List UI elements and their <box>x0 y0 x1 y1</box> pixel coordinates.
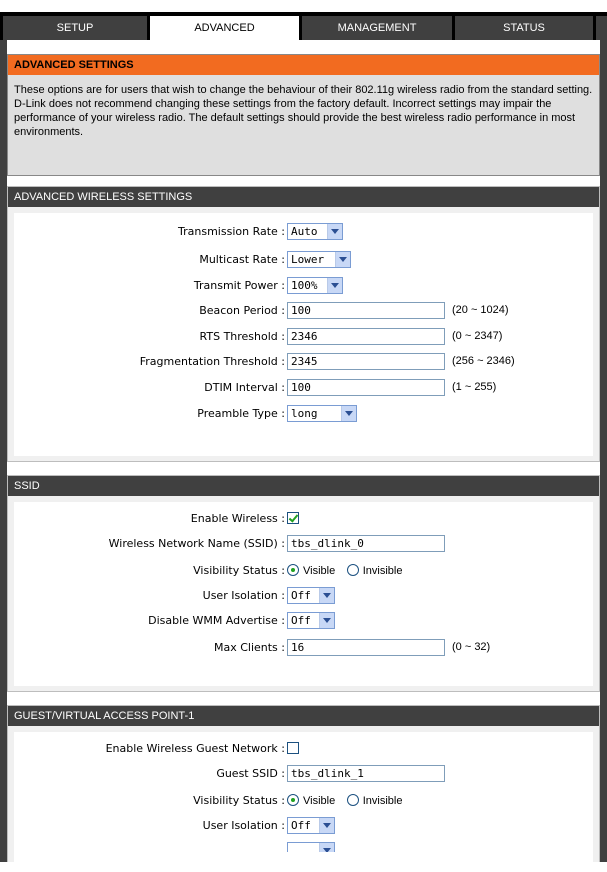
advanced-settings-description: These options are for users that wish to change the behaviour of their 802.11g wireless radio from the standard setting. D-Link does not recommend changing these settings from the factory default. Incorrect settings may impair the performance of your wireless radio. The default settings should provide the best wireless radio performance in most environments. <box>14 84 593 138</box>
user-isolation-label: User Isolation : <box>202 589 285 602</box>
beacon-period-range: (20 ~ 1024) <box>452 304 509 316</box>
guest-user-isolation-select[interactable]: Off <box>287 817 335 834</box>
disable-wmm-label: Disable WMM Advertise : <box>148 614 285 627</box>
dtim-interval-range: (1 ~ 255) <box>452 381 497 393</box>
enable-guest-label: Enable Wireless Guest Network : <box>105 742 285 755</box>
guest-visibility-row <box>14 792 595 812</box>
guest-invisible-radio[interactable] <box>347 794 359 806</box>
chevron-down-icon <box>335 252 350 267</box>
guest-visible-radio-label: Visible <box>303 795 336 807</box>
guest-visibility-label: Visibility Status : <box>193 794 285 807</box>
enable-wireless-checkbox[interactable] <box>287 512 299 524</box>
chevron-down-icon <box>319 613 334 628</box>
chevron-down-icon <box>319 843 334 852</box>
guest-next-select-partial[interactable] <box>287 842 335 852</box>
advanced-wireless-title: ADVANCED WIRELESS SETTINGS <box>8 187 599 207</box>
ssid-title: SSID <box>8 476 599 496</box>
visibility-status-label: Visibility Status : <box>193 564 285 577</box>
rts-threshold-label: RTS Threshold : <box>199 330 285 343</box>
guest-user-isolation-label: User Isolation : <box>202 819 285 832</box>
chevron-down-icon <box>319 588 334 603</box>
disable-wmm-select[interactable]: Off <box>287 612 335 629</box>
transmission-rate-select[interactable]: Auto <box>287 223 343 240</box>
advanced-settings-section <box>7 54 600 176</box>
guest-ap-title: GUEST/VIRTUAL ACCESS POINT-1 <box>8 706 599 726</box>
guest-ap-section <box>7 705 600 862</box>
guest-ap-form <box>14 732 593 872</box>
ssid-name-row <box>14 535 595 555</box>
chevron-down-icon <box>319 818 334 833</box>
max-clients-row <box>14 639 595 659</box>
frag-threshold-range: (256 ~ 2346) <box>452 355 515 367</box>
top-border <box>0 0 607 12</box>
transmit-power-select[interactable]: 100% <box>287 277 343 294</box>
dtim-interval-row <box>14 379 595 399</box>
user-isolation-row <box>14 587 595 607</box>
ssid-name-input[interactable]: tbs_dlink_0 <box>287 535 445 552</box>
rts-threshold-range: (0 ~ 2347) <box>452 330 503 342</box>
frag-threshold-label: Fragmentation Threshold : <box>139 355 285 368</box>
chevron-down-icon <box>327 224 342 239</box>
guest-ssid-label: Guest SSID : <box>216 767 285 780</box>
tab-advanced[interactable]: ADVANCED <box>147 16 299 40</box>
advanced-settings-title: ADVANCED SETTINGS <box>8 55 599 75</box>
ssid-form <box>14 502 593 686</box>
guest-invisible-radio-label: Invisible <box>362 795 403 807</box>
multicast-rate-label: Multicast Rate : <box>199 253 285 266</box>
visible-radio[interactable] <box>287 564 299 576</box>
beacon-period-label: Beacon Period : <box>199 304 285 317</box>
enable-wireless-label: Enable Wireless : <box>190 512 285 525</box>
multicast-rate-select[interactable]: Lower <box>287 251 351 268</box>
preamble-type-label: Preamble Type : <box>197 407 285 420</box>
disable-wmm-row <box>14 612 595 632</box>
invisible-radio[interactable] <box>347 564 359 576</box>
enable-guest-checkbox[interactable] <box>287 742 299 754</box>
transmit-power-label: Transmit Power : <box>193 279 285 292</box>
guest-ssid-row <box>14 765 595 785</box>
right-sidebar-edge <box>600 40 607 862</box>
tab-status[interactable]: STATUS <box>452 16 593 40</box>
preamble-type-select[interactable]: long <box>287 405 357 422</box>
rts-threshold-input[interactable]: 2346 <box>287 328 445 345</box>
visible-radio-label: Visible <box>303 565 336 577</box>
multicast-rate-row <box>14 251 595 271</box>
user-isolation-select[interactable]: Off <box>287 587 335 604</box>
tab-bar-end <box>593 16 607 40</box>
tab-setup[interactable]: SETUP <box>0 16 147 40</box>
tab-bar <box>0 12 607 40</box>
advanced-wireless-form <box>14 213 593 456</box>
guest-user-isolation-row <box>14 817 595 837</box>
beacon-period-input[interactable]: 100 <box>287 302 445 319</box>
invisible-radio-label: Invisible <box>362 565 403 577</box>
max-clients-label: Max Clients : <box>213 641 285 654</box>
tab-management[interactable]: MANAGEMENT <box>299 16 452 40</box>
left-sidebar-edge <box>0 40 7 862</box>
preamble-type-row <box>14 405 595 425</box>
frag-threshold-input[interactable]: 2345 <box>287 353 445 370</box>
dtim-interval-input[interactable]: 100 <box>287 379 445 396</box>
max-clients-input[interactable]: 16 <box>287 639 445 656</box>
dtim-interval-label: DTIM Interval : <box>204 381 285 394</box>
advanced-wireless-section <box>7 186 600 462</box>
rts-threshold-row <box>14 328 595 348</box>
chevron-down-icon <box>327 278 342 293</box>
ssid-name-label: Wireless Network Name (SSID) : <box>108 537 285 550</box>
enable-wireless-row <box>14 510 595 530</box>
guest-visible-radio[interactable] <box>287 794 299 806</box>
frag-threshold-row <box>14 353 595 373</box>
guest-next-row-partial <box>14 842 595 852</box>
chevron-down-icon <box>341 406 356 421</box>
beacon-period-row <box>14 302 595 322</box>
transmission-rate-row <box>14 223 595 243</box>
max-clients-range: (0 ~ 32) <box>452 641 491 653</box>
guest-ssid-input[interactable]: tbs_dlink_1 <box>287 765 445 782</box>
transmit-power-row <box>14 277 595 297</box>
visibility-status-row <box>14 562 595 582</box>
ssid-section <box>7 475 600 692</box>
transmission-rate-label: Transmission Rate : <box>178 225 285 238</box>
enable-guest-row <box>14 740 595 760</box>
